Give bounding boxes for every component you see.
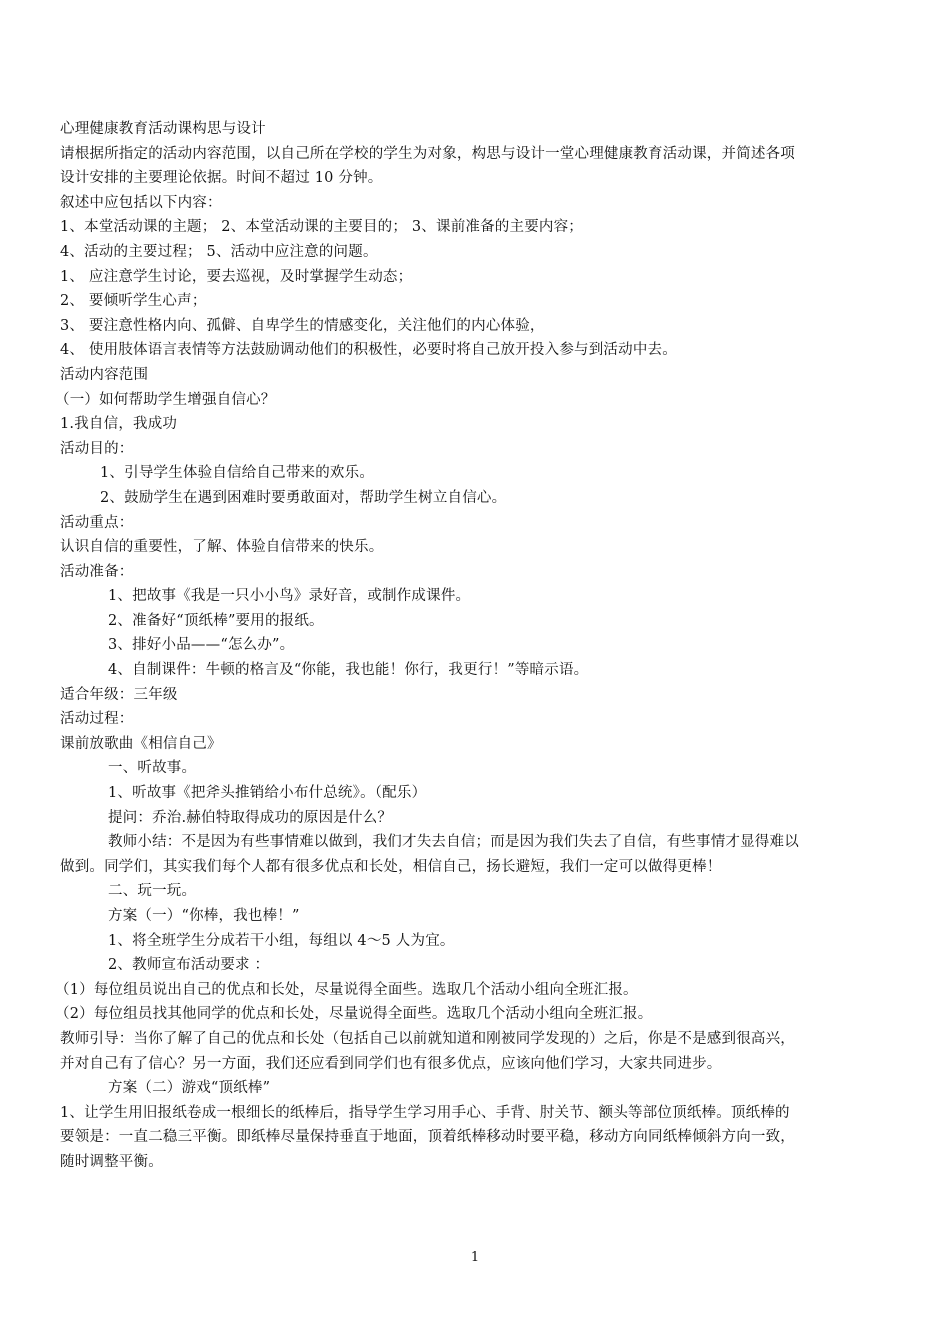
text-line: 一、听故事。 <box>108 760 197 777</box>
list-item: （1）每位组员说出自己的优点和长处，尽量说得全面些。选取几个活动小组向全班汇报。 <box>55 981 638 998</box>
section-heading: 活动内容范围 <box>60 366 149 383</box>
note-item: 2、 要倾听学生心声； <box>60 293 207 310</box>
text-line: 4、活动的主要过程； 5、活动中应注意的问题。 <box>60 243 378 260</box>
list-item: 1、把故事《我是一只小小鸟》录好音，或制作成课件。 <box>108 588 471 605</box>
text-line: 1、将全班学生分成若干小组，每组以 4～5 人为宜。 <box>108 932 455 949</box>
list-item: 4、自制课件：牛顿的格言及“你能，我也能！你行，我更行！”等暗示语。 <box>108 662 589 679</box>
text-line: 活动准备： <box>60 563 134 580</box>
text-line: 1、听故事《把斧头推销给小布什总统》。（配乐） <box>108 785 427 802</box>
text-line: 二、玩一玩。 <box>108 883 197 900</box>
text-line: 活动目的： <box>60 440 134 457</box>
text-line: 2、教师宣布活动要求 ： <box>108 957 270 974</box>
text-line: 设计安排的主要理论依据。时间不超过 10 分钟。 <box>60 170 383 187</box>
text-line: 并对自己有了信心？另一方面，我们还应看到同学们也有很多优点，应该向他们学习，大家共同进步。 <box>60 1055 722 1072</box>
document-title: 心理健康教育活动课构思与设计 <box>60 121 266 137</box>
text-line: 教师小结：不是因为有些事情难以做到，我们才失去自信；而是因为我们失去了自信，有些事情才显得难以 <box>108 834 799 851</box>
activity-title: 1.我自信，我成功 <box>60 416 178 433</box>
text-line: 教师引导：当你了解了自己的优点和长处（包括自己以前就知道和刚被同学发现的）之后，你是不是感到很高兴， <box>60 1030 795 1047</box>
text-line: 做到。同学们，其实我们每个人都有很多优点和长处，相信自己，扬长避短，我们一定可以做得更棒！ <box>60 858 722 875</box>
list-item: 2、准备好“顶纸棒”要用的报纸。 <box>108 612 324 629</box>
text-line: 叙述中应包括以下内容： <box>60 194 222 211</box>
text-line: 方案（一）“你棒，我也棒！” <box>108 908 300 924</box>
note-item: 3、 要注意性格内向、孤僻、自卑学生的情感变化，关注他们的内心体验， <box>60 317 545 334</box>
list-item: （2）每位组员找其他同学的优点和长处，尽量说得全面些。选取几个活动小组向全班汇报。 <box>55 1006 653 1023</box>
text-line: 适合年级：三年级 <box>60 686 178 703</box>
list-item: 1、引导学生体验自信给自己带来的欢乐。 <box>100 465 375 482</box>
document-body <box>55 117 895 1175</box>
page-number: 1 <box>470 1250 480 1265</box>
text-line: 活动过程： <box>60 711 134 728</box>
list-item: 3、排好小品——“怎么办”。 <box>108 637 295 654</box>
text-line: 认识自信的重要性，了解、体验自信带来的快乐。 <box>60 539 384 556</box>
text-line: 方案（二）游戏“顶纸棒” <box>108 1080 271 1097</box>
text-line: 提问：乔治.赫伯特取得成功的原因是什么？ <box>108 809 393 826</box>
text-line: 1、本堂活动课的主题； 2、本堂活动课的主要目的； 3、课前准备的主要内容； <box>60 219 583 236</box>
note-item: 4、 使用肢体语言表情等方法鼓励调动他们的积极性，必要时将自己放开投入参与到活动中去。 <box>60 342 677 359</box>
note-item: 1、 应注意学生讨论，要去巡视，及时掌握学生动态； <box>60 268 413 285</box>
list-item: 2、鼓励学生在遇到困难时要勇敢面对，帮助学生树立自信心。 <box>100 489 507 506</box>
text-line: 要领是：一直二稳三平衡。即纸棒尽量保持垂直于地面，顶着纸棒移动时要平稳，移动方向同纸棒倾斜方向一致， <box>60 1129 795 1146</box>
text-line: 课前放歌曲《相信自己》 <box>60 735 222 752</box>
text-line: 请根据所指定的活动内容范围，以自己所在学校的学生为对象，构思与设计一堂心理健康教育活动课，并简述各项 <box>60 145 795 162</box>
section-heading: （一）如何帮助学生增强自信心？ <box>55 391 276 408</box>
text-line: 随时调整平衡。 <box>60 1153 163 1170</box>
text-line: 活动重点： <box>60 514 134 531</box>
text-line: 1、让学生用旧报纸卷成一根细长的纸棒后，指导学生学习用手心、手背、肘关节、额头等部位顶纸棒。顶纸棒的 <box>60 1104 790 1121</box>
